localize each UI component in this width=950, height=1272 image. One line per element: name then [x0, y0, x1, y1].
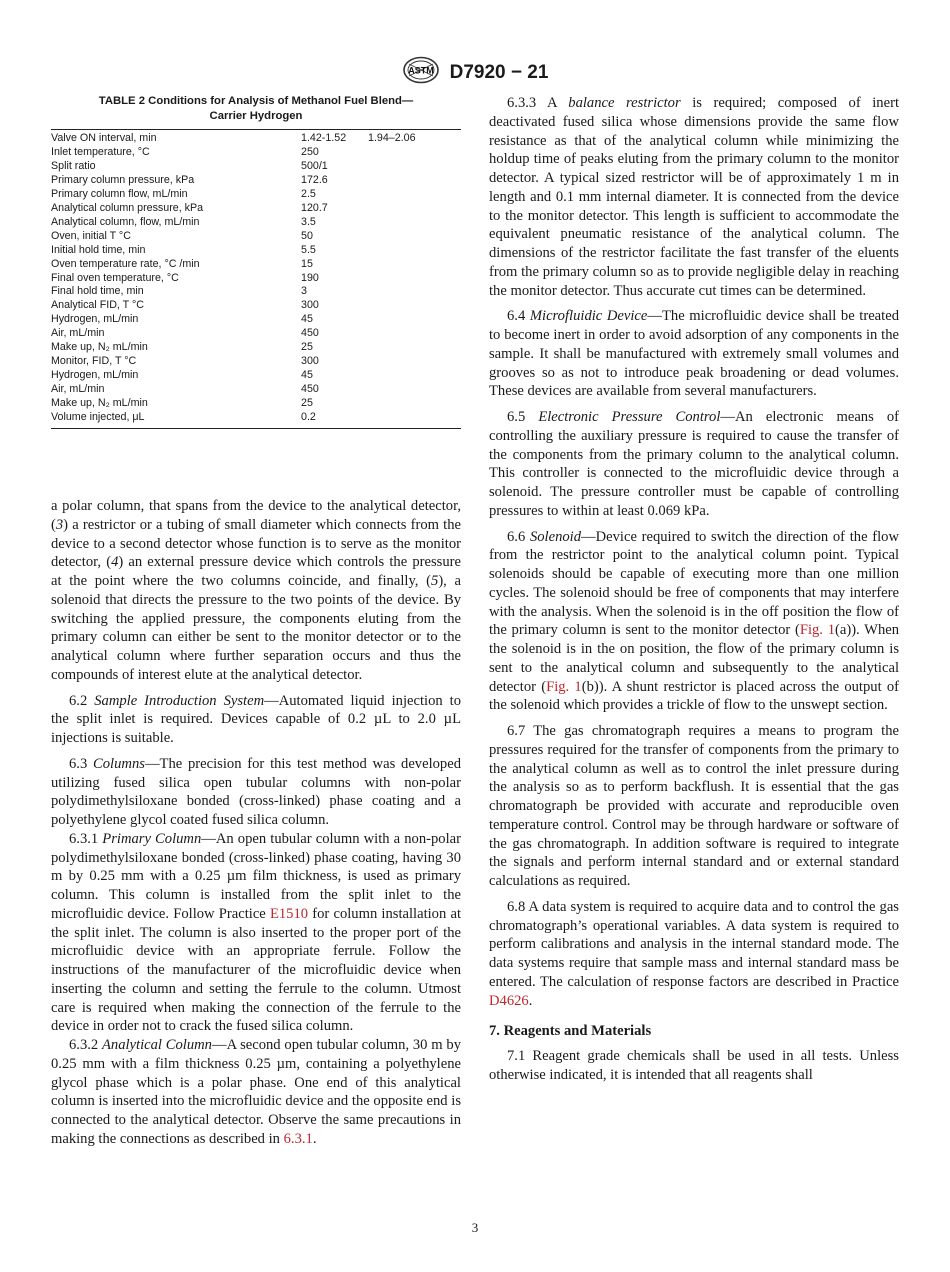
- table-row: [51, 313, 461, 327]
- right-column: [489, 94, 899, 1085]
- table-cell-v1: 250: [301, 145, 319, 158]
- table-cell-v1: 5.5: [301, 243, 316, 256]
- link-fig-1a[interactable]: Fig. 1: [799, 622, 835, 639]
- page-header: [0, 56, 950, 89]
- table-row: [51, 202, 461, 216]
- table-cell-v1: 190: [301, 271, 319, 284]
- table-caption-line1: TABLE 2 Conditions for Analysis of Methanol Fuel Blend—: [98, 95, 414, 107]
- table-cell-v1: 2.5: [301, 187, 316, 200]
- table-row: [51, 327, 461, 341]
- table-row: [51, 272, 461, 286]
- section-6-4: 6.4 Microfluidic Device—The microfluidic device shall be treated to become inert in order to avoid adsorption of any components in the sample. It shall be manufactured with extremely small volumes and grooves so as not to introduce peak broadening or dead volumes. These devices are available from several manufacturers.: [489, 308, 899, 400]
- table-cell-label: Hydrogen, mL/min: [51, 369, 139, 382]
- table-cell-label: Initial hold time, min: [51, 243, 146, 256]
- table-cell-v1: 45: [301, 313, 313, 326]
- table-cell-label: Primary column flow, mL/min: [51, 187, 188, 200]
- paragraph-continuation: a polar column, that spans from the device to the analytical detector, (3) a restrictor or a tubing of small diameter which connects from the device to a second detector whose function is to serve as the monitor detector, (4) an external pressure device which controls the pressure at the point where the two columns coincide, and finally, (5), a solenoid that directs the pressure to the two points of the device. By switching the applied pressure, the components eluting from the primary column can either be sent to the monitor detector or to the analytical column where further separation occurs and thus the compounds of interest elute at the analytical detector.: [51, 498, 461, 683]
- section-6-5: 6.5 Electronic Pressure Control—An electronic means of controlling the auxiliary pressure is required to cause the transfer of the components from the primary column to the analytical column. This controller is connected to the microfluidic device through a solenoid. The pressure controller must be capable of controlling pressures to within at least 0.069 kPa.: [489, 409, 900, 519]
- table-row: [51, 355, 461, 369]
- section-6-3-1: 6.3.1 Primary Column—An open tubular column with a non-polar polydimethylsiloxane bonded (cross-linked) phase coating, having 30 m by 0.25 mm with a 0.25 µm film thickness, is used as primary column. This column is installed from the split inlet to the microfluidic device. Follow Practice E1510 for column installation at the split inlet. The column is also inserted to the proper port of the microfluidic device with an appropriate ferrule. Follow the instructions of the manufacturer of the microfluidic device when inserting the column and setting the ferrule to the column. Utmost care is required when making the connection of the ferrule to the device in order not to crack the fused silica column.: [51, 830, 461, 1035]
- table-cell-v2: 1.94–2.06: [368, 132, 416, 144]
- table-row: [51, 174, 461, 188]
- table-row: [51, 285, 461, 299]
- section-6-3-3: 6.3.3 A balance restrictor is required; composed of inert deactivated fused silica whose dimensions provide the same flow resistance as that of the analytical column while minimizing the holdup time of peaks eluting from the primary column to the monitor detector. A typical sized restrictor will be of approximately 1 m in length and 0.1 mm internal diameter. It is connected from the device to the monitor detector. This length is sufficient to accommodate the equivalent pneumatic resistance of the analytical column. The dimensions of the restrictor facilitate the fast transfer of the eluents from the primary column so as to provide negligible delay in reaching the monitor detector. Thus accurate cut times can be determined.: [489, 95, 899, 299]
- table-row: [51, 369, 461, 383]
- table-row: [51, 411, 461, 425]
- table-cell-v1: 50: [301, 229, 313, 242]
- table-cell-label: Final oven temperature, °C: [51, 271, 179, 284]
- section-7-heading: 7. Reagents and Materials: [489, 1023, 652, 1040]
- astm-logo: [402, 56, 440, 89]
- link-6-3-1[interactable]: 6.3.1: [283, 1130, 313, 1147]
- table-cell-label: Oven, initial T °C: [51, 229, 131, 242]
- link-fig-1b[interactable]: Fig. 1: [546, 678, 582, 695]
- table-cell-label: Volume injected, μL: [51, 411, 145, 424]
- table-cell-v1: 450: [301, 383, 319, 396]
- table-cell-v1: 1.42-1.52: [301, 132, 347, 144]
- table-cell-label: Inlet temperature, °C: [51, 145, 150, 158]
- table-cell-v1: 300: [301, 299, 319, 312]
- table-caption: [51, 94, 461, 124]
- table-cell-v1: 25: [301, 341, 313, 354]
- left-column: [51, 94, 461, 1149]
- section-6-6: 6.6 Solenoid—Device required to switch the direction of the flow from the restrictor point to the analytical column point. Typical solenoids should be capable of executing more than one million cycles. The solenoid should be free of components that may interfere with the analysis. When the solenoid is in the off position the flow of the primary column is sent to the monitor detector (Fig. 1(a)). When the solenoid is in the on position, the flow of the primary column is sent to the analytical column and subsequently to the analytical detector (Fig. 1(b)). A shunt restrictor is placed across the output of the solenoid which provides a trickle of flow to the unswept section.: [489, 528, 900, 714]
- table-cell-label: Final hold time, min: [51, 285, 144, 298]
- table-cell-label: Valve ON interval, min: [51, 132, 157, 144]
- table-cell-v1: 300: [301, 355, 319, 368]
- link-e1510[interactable]: E1510: [269, 905, 309, 922]
- table-cell-v1: 120.7: [301, 201, 328, 214]
- svg-text:ASTM: ASTM: [407, 65, 434, 76]
- table-cell-label: Hydrogen, mL/min: [51, 313, 139, 326]
- table-row: [51, 299, 461, 313]
- table-cell-label: Air, mL/min: [51, 383, 105, 396]
- table-cell-label: Air, mL/min: [51, 327, 105, 340]
- table-cell-v1: 15: [301, 257, 313, 270]
- table-cell-label: Make up, N₂ mL/min: [51, 397, 148, 410]
- link-d4626[interactable]: D4626: [489, 992, 529, 1009]
- table-cell-v1: 3.5: [301, 215, 316, 228]
- table-cell-label: Split ratio: [51, 159, 96, 172]
- table-cell-label: Analytical column, flow, mL/min: [51, 215, 200, 228]
- section-7-1: 7.1 Reagent grade chemicals shall be used in all tests. Unless otherwise indicated, it is intended that all reagents shall: [489, 1048, 899, 1083]
- table-row: [51, 397, 461, 411]
- table-row: [51, 244, 461, 258]
- table-cell-v1: 25: [301, 397, 313, 410]
- table-row: [51, 188, 461, 202]
- section-6-3: 6.3 Columns—The precision for this test method was developed utilizing fused silica open tubular columns with non-polar polydimethylsiloxane bonded (cross-linked) phase coating and a polyethylene glycol coated fused silica column.: [51, 755, 462, 829]
- table-cell-v1: 0.2: [301, 411, 316, 424]
- section-6-3-2: 6.3.2 Analytical Column—A second open tubular column, 30 m by 0.25 mm with a film thickness 0.25 µm, containing a polyethylene glycol phase which is a polar phase. One end of this analytical column is inserted into the microfluidic device and the opposite end is connected to the analytical detector. Observe the same precautions in making the connections as described in 6.3.1.: [51, 1037, 461, 1147]
- document-id: D7920 − 21: [449, 61, 549, 83]
- page-number: 3: [471, 1220, 479, 1235]
- table-cell-v1: 3: [301, 285, 307, 298]
- table-row: [51, 258, 461, 272]
- table-row: [51, 146, 461, 160]
- table-cell-label: Monitor, FID, T °C: [51, 355, 137, 368]
- section-6-7: 6.7 The gas chromatograph requires a means to program the pressures required for the transfer of components from the primary to the analytical column as well as to control the inlet pressure during the analysis so as to perform backflush. It is essential that the gas chromatograph be provided with accurate and reproducible oven temperature control. Control may be through hardware or software of the gas chromatograph. In addition software is required to integrate the signals and perform internal standard and or external standard calculations as required.: [489, 723, 899, 889]
- table-row: [51, 341, 461, 355]
- table-caption-line2: Carrier Hydrogen: [209, 110, 303, 122]
- conditions-table: [51, 129, 461, 429]
- table-cell-v1: 45: [301, 369, 313, 382]
- table-cell-label: Primary column pressure, kPa: [51, 173, 195, 186]
- table-cell-v1: 500/1: [301, 159, 328, 172]
- table-cell-label: Make up, N₂ mL/min: [51, 341, 148, 354]
- table-cell-v1: 450: [301, 327, 319, 340]
- section-6-2: 6.2 Sample Introduction System—Automated liquid injection to the split inlet is required. Devices capable of 0.2 µL to 2.0 µL injections is suitable.: [51, 692, 461, 747]
- table-row: [51, 230, 461, 244]
- table-row: [51, 160, 461, 174]
- table-cell-label: Oven temperature rate, °C /min: [51, 257, 200, 270]
- table-row: [51, 216, 461, 230]
- section-6-8: 6.8 A data system is required to acquire data and to control the gas chromatograph’s operational variables. A data system is required to perform calibrations and analysis in the internal standard mode. The data systems require that sample mass and internal standard mass be entered. The calculation of response factors are described in Practice D4626.: [489, 898, 899, 1009]
- table-row: [51, 383, 461, 397]
- table-cell-label: Analytical FID, T °C: [51, 299, 144, 312]
- table-cell-v1: 172.6: [301, 173, 328, 186]
- table-row: [51, 132, 461, 146]
- table-cell-label: Analytical column pressure, kPa: [51, 201, 204, 214]
